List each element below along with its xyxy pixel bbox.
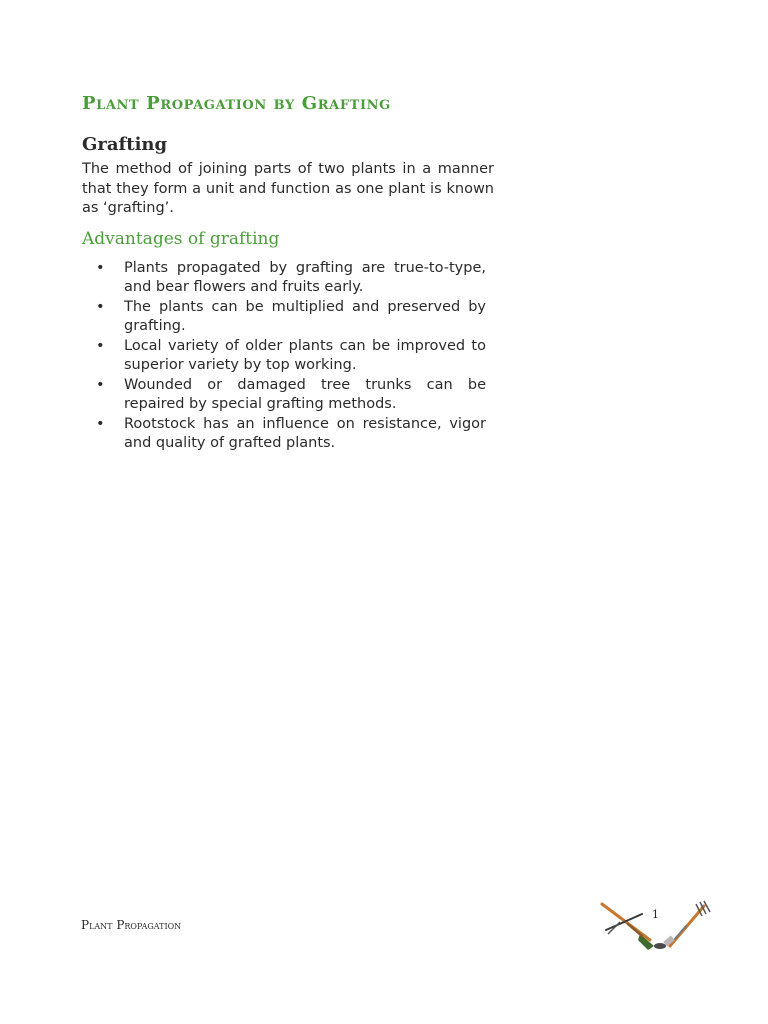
list-item-text: Rootstock has an influence on resistance, vigor and quality of grafted plants.: [124, 416, 486, 451]
list-item-text: Plants propagated by grafting are true-to-type, and bear flowers and fruits early.: [124, 260, 486, 295]
page-number: 1: [652, 908, 659, 921]
bullet: •: [96, 377, 105, 393]
section-heading-grafting: Grafting: [82, 134, 168, 155]
advantages-heading: Advantages of grafting: [82, 229, 280, 249]
list-item: [82, 259, 486, 296]
footer-label: Plant Propagation: [81, 918, 182, 932]
list-item-text: Local variety of older plants can be improved to superior variety by top working.: [124, 338, 486, 373]
bullet: •: [96, 416, 105, 432]
list-item: [82, 376, 486, 413]
advantages-list: [82, 259, 486, 454]
garden-tools-icon: [598, 896, 714, 954]
list-item-text: Wounded or damaged tree trunks can be repaired by special grafting methods.: [124, 377, 486, 412]
list-item: [82, 415, 486, 452]
bullet: •: [96, 338, 105, 354]
bullet: •: [96, 299, 105, 315]
list-item: [82, 298, 486, 335]
document-title: Plant Propagation by Grafting: [82, 93, 391, 114]
grafting-definition: The method of joining parts of two plants in a manner that they form a unit and function as one plant is known as ‘grafting’.: [82, 161, 494, 216]
list-item-text: The plants can be multiplied and preserved by grafting.: [124, 299, 486, 334]
list-item: [82, 337, 486, 374]
bullet: •: [96, 260, 105, 276]
